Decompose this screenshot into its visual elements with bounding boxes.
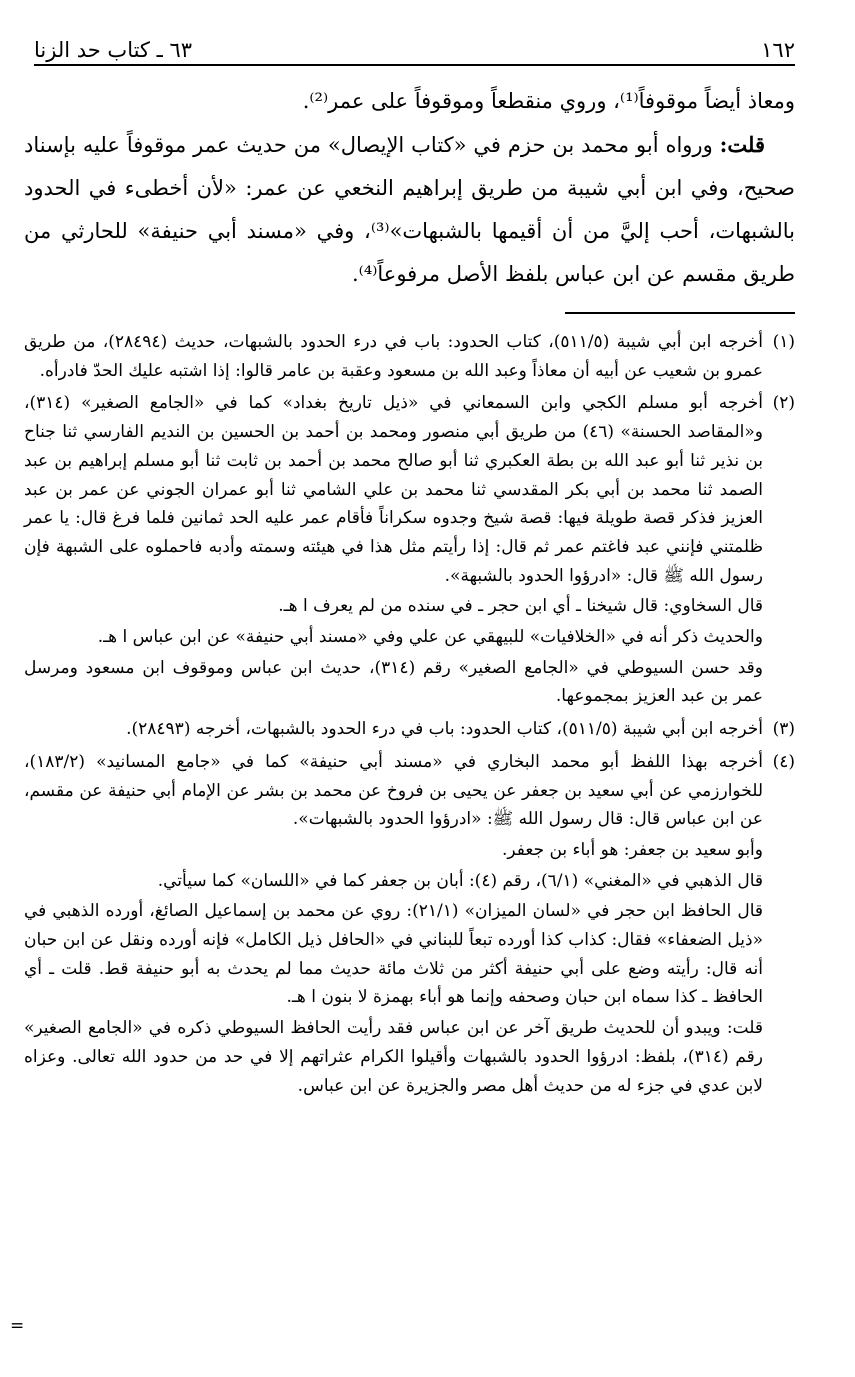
footnote [24, 748, 795, 1100]
footnote-body [24, 389, 763, 711]
footnote-body [24, 748, 763, 1100]
footnote-para: أخرجه ابن أبي شيبة (٥١١/٥)، كتاب الحدود: باب في درء الحدود بالشبهات، أخرجه (٢٨٤٩٣). [126, 719, 763, 740]
footnote-para: وأبو سعيد بن جعفر: هو أباء بن جعفر. [501, 839, 763, 860]
main-paragraph-text: ورواه أبو محمد بن حزم في «كتاب الإيصال» من حديث عمر موقوفاً عليه بإسناد صحيح، وفي ابن أبي شيبة من طريق إبراهيم النخعي عن عمر: «لأن أخطىء في الحدود بالشبهات، أحب إليَّ من أن أقيمها بالشبهات»⁽³⁾، وفي «مسند أبي حنيفة» للحارثي من طريق مقسم عن ابن عباس بلفظ الأصل مرفوعاً⁽⁴⁾. [24, 133, 795, 286]
footnote-number: (٤) [772, 751, 795, 772]
footnote [24, 389, 795, 711]
footnote-para: قلت: ويبدو أن للحديث طريق آخر عن ابن عباس فقد رأيت الحافظ السيوطي ذكره في «الجامع الصغير» رقم (٣١٤)، بلفظ: ادرؤوا الحدود بالشبهات وأقيلوا الكرام عثراتهم إلا في حد من حدود الله تعالى. وعزاه لابن عدي في جزء له من حديث أهل مصر والجزيرة عن ابن عباس. [24, 1018, 763, 1096]
main-paragraph: ومعاذ أيضاً موقوفاً⁽¹⁾، وروي منقطعاً وموقوفاً على عمر⁽²⁾. [302, 89, 795, 113]
footnote-body [24, 715, 763, 744]
running-title: ٦٣ ـ كتاب حد الزنا [34, 38, 192, 62]
footnote-number: (١) [772, 332, 795, 352]
footnote-number: (٢) [772, 393, 795, 414]
footnote-para: والحديث ذكر أنه في «الخلافيات» للبيهقي عن علي وفي «مسند أبي حنيفة» عن ابن عباس ا هـ. [97, 627, 763, 648]
continuation-mark: = [10, 1316, 25, 1336]
footnote [24, 328, 795, 385]
page-header [34, 26, 795, 66]
footnote-para: قال الحافظ ابن حجر في «لسان الميزان» (٢١/١): روي عن محمد بن إسماعيل الصائغ، أورده الذهبي في «ذيل الضعفاء» فقال: كذاب كذا أورده تبعاً للبناني في «الحافل ذيل الكامل» فإنه أورده ونقل عن ابن حبان أنه قال: رأيته وضع على أبي حنيفة أكثر من ثلاث مائة حديث مما لم يحدث به أبو حنيفة قط. قلت ـ أي الحافظ ـ كذا سماه ابن حبان وصحفه وإنما هو أباء بهمزة لا بنون ا هـ. [24, 901, 764, 1008]
main-paragraph [24, 123, 795, 296]
qultu-lead: قلت: [719, 132, 765, 157]
footnote-number: (٣) [772, 719, 795, 740]
footnote-para: وقد حسن السيوطي في «الجامع الصغير» رقم (٣١٤)، حديث ابن عباس وموقوف ابن مسعود ومرسل عمر بن عبد العزيز بمجموعها. [24, 657, 763, 707]
footnote-para: أخرجه بهذا اللفظ أبو محمد البخاري في «مسند أبي حنيفة» كما في «جامع المسانيد» (١٨٣/٢)، للخوارزمي عن أبي سعيد بن جعفر عن يحيى بن فروخ عن محمد بن بشر عن الإمام أبي حنيفة عن مقسم، عن ابن عباس قال: قال رسول الله ﷺ: «ادرؤوا الحدود بالشبهات». [24, 751, 763, 830]
footnote-para: قال السخاوي: قال شيخنا ـ أي ابن حجر ـ في سنده من لم يعرف ا هـ. [278, 596, 763, 617]
footnote-para: أخرجه ابن أبي شيبة (٥١١/٥)، كتاب الحدود: باب في درء الحدود بالشبهات، حديث (٢٨٤٩٤)، من طريق عمرو بن شعيب عن أبيه أن معاذاً وعبد الله بن مسعود وعقبة بن عامر قالوا: إذا اشتبه عليك الحدّ فادرأه. [24, 332, 764, 381]
page-number: ١٦٢ [761, 38, 795, 62]
footnote-body [24, 328, 763, 385]
footnote-para: قال الذهبي في «المغني» (٦/١)، رقم (٤): أبان بن جعفر كما في «اللسان» كما سيأتي. [157, 870, 763, 891]
main-text [24, 80, 795, 296]
footnote [24, 715, 795, 744]
footnote-para: أخرجه أبو مسلم الكجي وابن السمعاني في «ذيل تاريخ بغداد» كما في «الجامع الصغير» (٣١٤)، و«المقاصد الحسنة» (٤٦) من طريق أبي منصور ومحمد بن أحمد بن الحسين بن النديم الفارسي ثنا جناح بن نذير ثنا أبو عبد الله بن بطة العكبري ثنا أبو صالح محمد بن أحمد بن ثابت ثنا أبو مسلم إبراهيم بن عبد الصمد ثنا محمد بن أبي بكر المقدسي ثنا محمد بن علي الشامي ثنا أبو عمران الجوني عن عمر بن عبد العزيز فذكر قصة طويلة فيها: قصة شيخ وجدوه سكراناً فأقام عمر عليه الحد ثمانين فلما فرغ قال: يا عمر ظلمتني فإنني عبد فاغتم عمر ثم قال: إذا رأيتم مثل هذا في هيئته وسمته وأدبه فاحملوه على الشبهة فإن رسول الله ﷺ قال: «ادرؤوا الحدود بالشبهة». [24, 393, 763, 586]
footnotes [24, 328, 795, 1104]
footnote-separator [565, 312, 795, 314]
